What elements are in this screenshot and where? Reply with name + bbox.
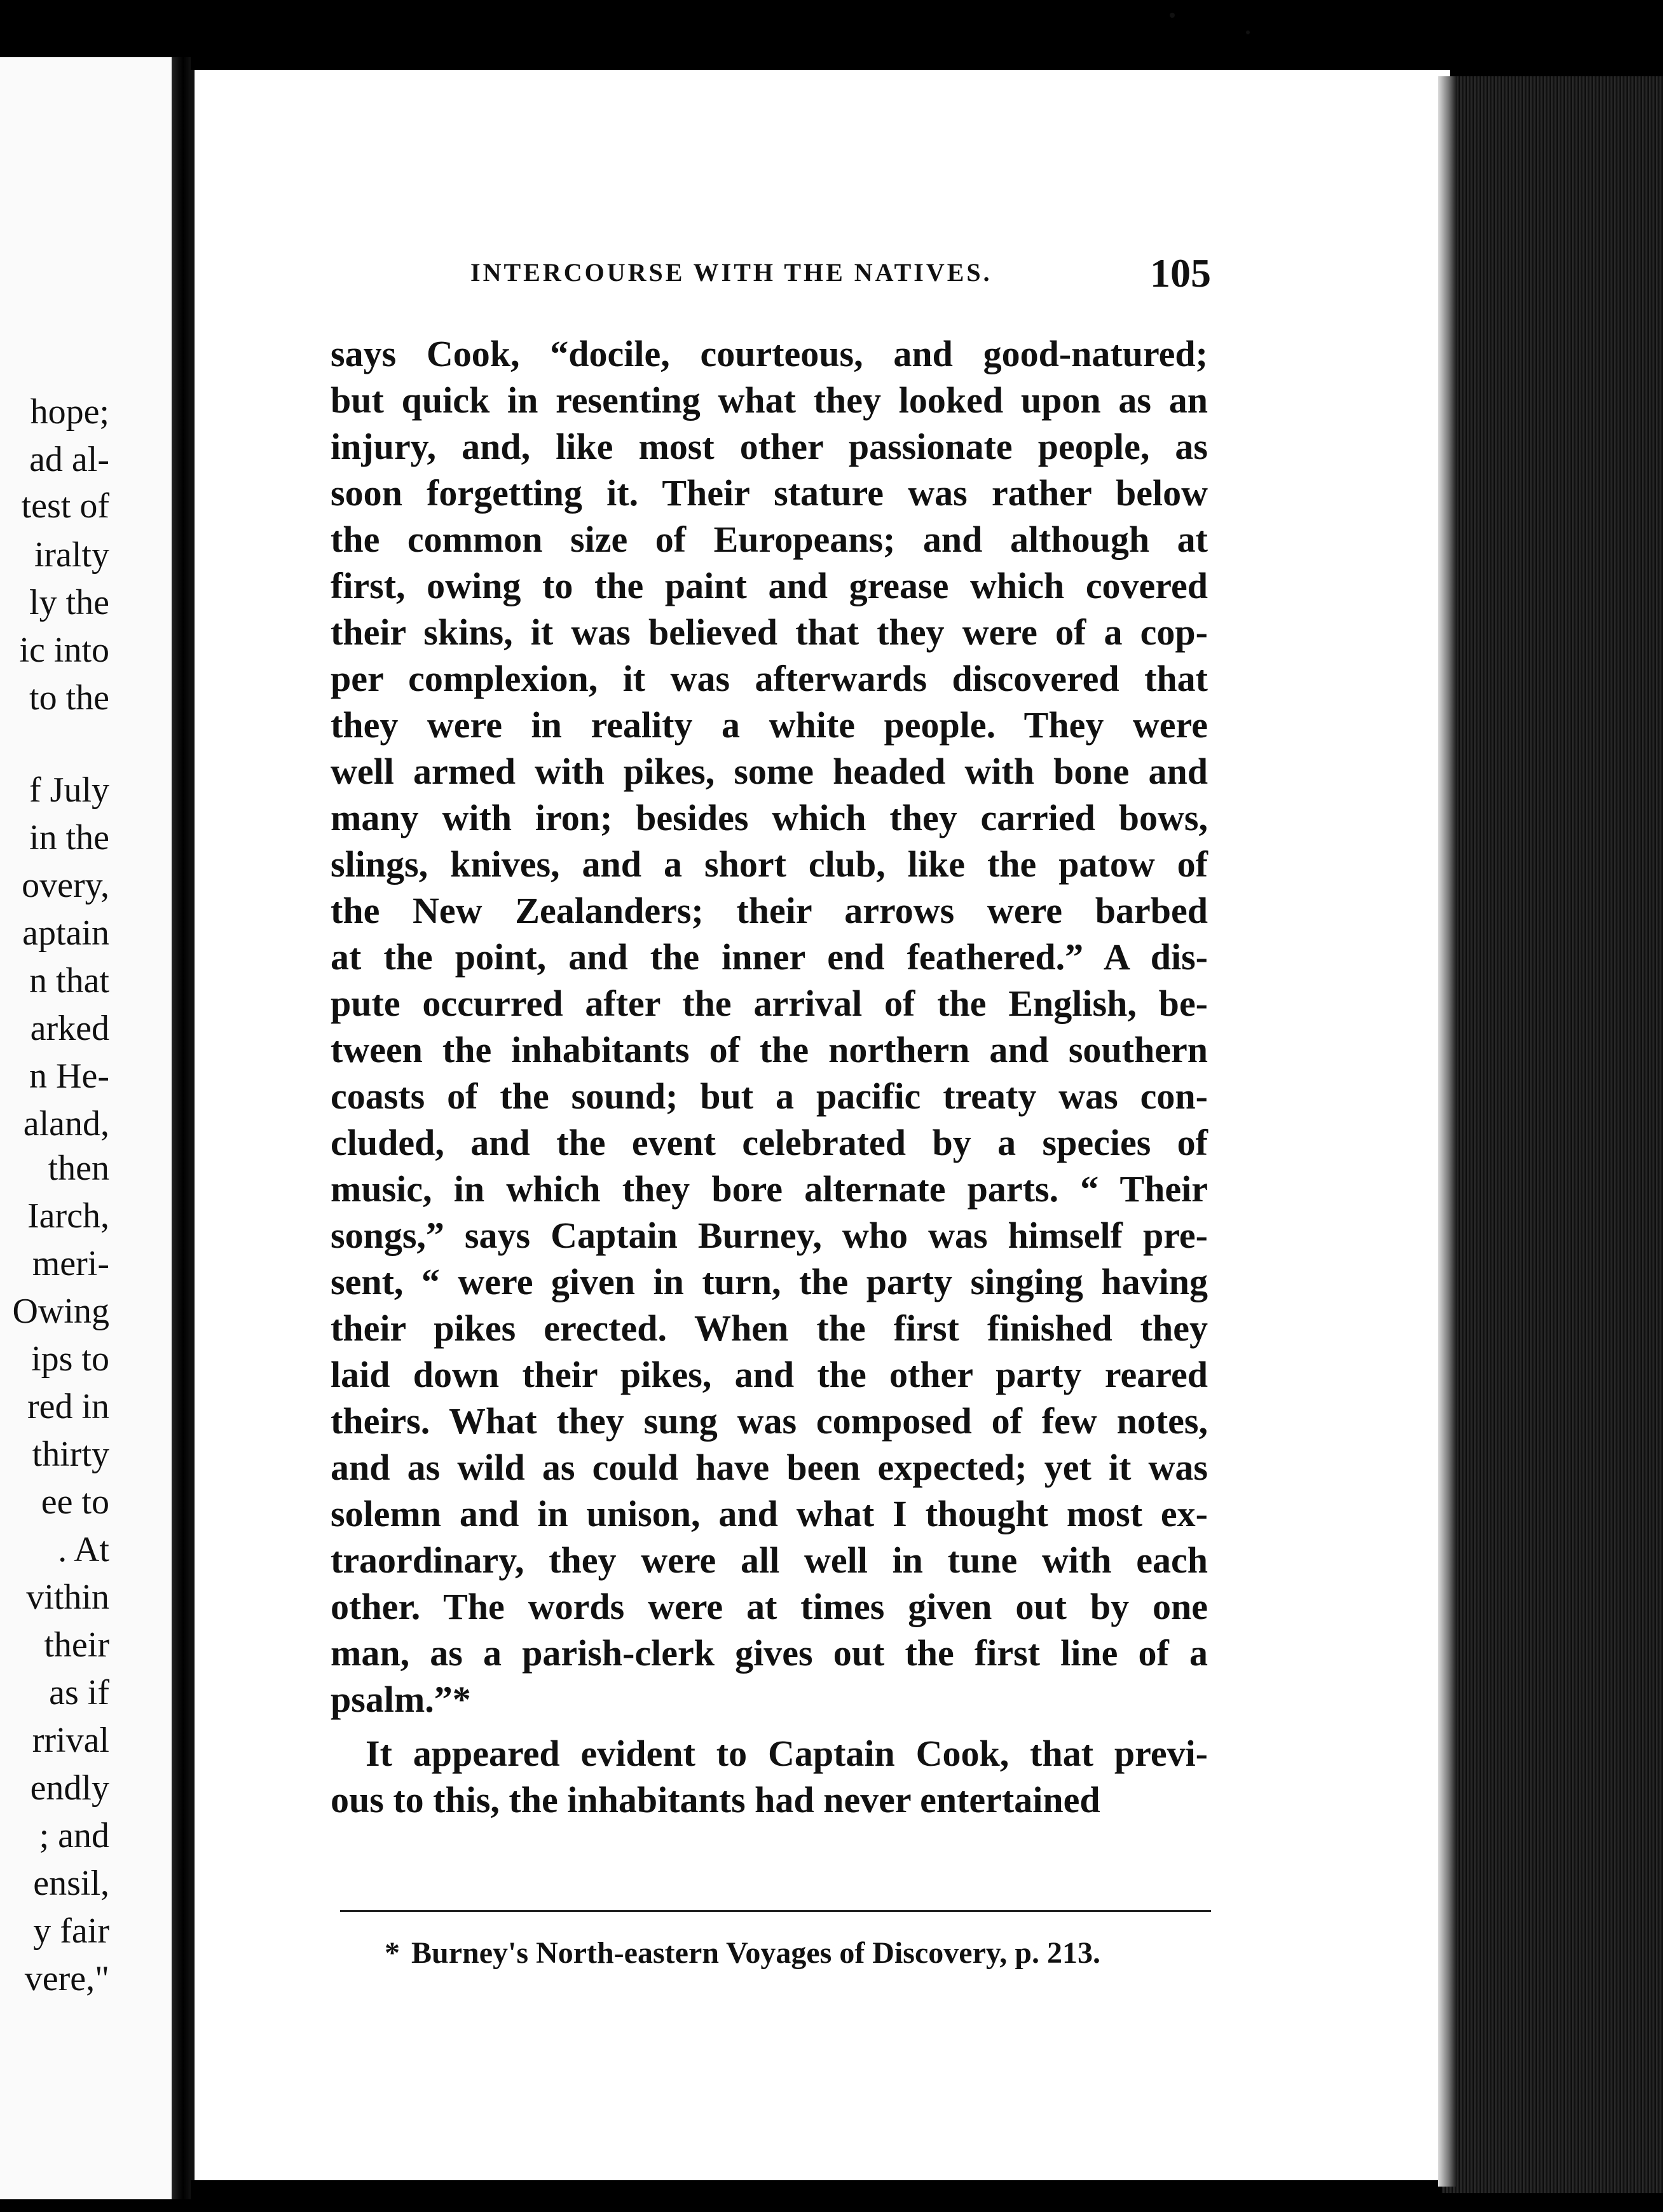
text-line: soon forgetting it. Their stature was rather below bbox=[331, 472, 1208, 514]
text-line: first, owing to the paint and grease which covered bbox=[331, 565, 1208, 606]
text-line: other. The words were at times given out by one bbox=[331, 1586, 1208, 1627]
left-page-line: Owing bbox=[12, 1292, 109, 1331]
left-page-line: test of bbox=[21, 486, 109, 526]
left-page-line: ips to bbox=[31, 1339, 109, 1379]
text-line: songs,” says Captain Burney, who was himself pre- bbox=[331, 1215, 1208, 1256]
text-line: and as wild as could have been expected; yet it was bbox=[331, 1447, 1208, 1488]
text-line: music, in which they bore alternate parts. “ Their bbox=[331, 1168, 1208, 1210]
text-line: per complexion, it was afterwards discovered that bbox=[331, 658, 1208, 699]
left-facing-page bbox=[0, 57, 172, 2199]
left-page-line: thirty bbox=[32, 1435, 109, 1474]
left-page-line: rrival bbox=[32, 1721, 109, 1760]
left-page-line: endly bbox=[30, 1768, 109, 1808]
ink-speck bbox=[1170, 13, 1175, 18]
text-line: injury, and, like most other passionate people, as bbox=[331, 426, 1208, 467]
left-page-line: to the bbox=[29, 678, 109, 718]
left-page-line: Iarch, bbox=[27, 1196, 109, 1236]
left-page-line: then bbox=[48, 1149, 109, 1188]
left-page-line: y fair bbox=[33, 1911, 109, 1951]
left-page-line: . At bbox=[58, 1530, 109, 1569]
left-page-line: ee to bbox=[41, 1482, 109, 1522]
page-number: 105 bbox=[1150, 250, 1211, 296]
left-page-line: arked bbox=[30, 1009, 109, 1048]
left-page-line: ensil, bbox=[33, 1864, 109, 1903]
text-line: their skins, it was believed that they were of a cop- bbox=[331, 611, 1208, 653]
text-line: they were in reality a white people. They were bbox=[331, 704, 1208, 746]
ink-speck bbox=[1246, 31, 1250, 34]
text-line: the common size of Europeans; and although at bbox=[331, 519, 1208, 560]
text-line: well armed with pikes, some headed with bone and bbox=[331, 751, 1208, 792]
left-page-line: as if bbox=[49, 1673, 109, 1712]
left-page-line: their bbox=[44, 1625, 109, 1665]
left-page-line: in the bbox=[29, 818, 109, 857]
footnote-mark: * bbox=[385, 1936, 400, 1970]
left-page-line: n He- bbox=[29, 1056, 109, 1096]
left-page-line: f July bbox=[29, 770, 109, 810]
text-line: theirs. What they sung was composed of few notes, bbox=[331, 1400, 1208, 1442]
text-line: their pikes erected. When the first finished they bbox=[331, 1307, 1208, 1349]
footnote-rule bbox=[340, 1910, 1211, 1912]
left-page-line: overy, bbox=[22, 866, 109, 905]
text-line: but quick in resenting what they looked upon as an bbox=[331, 379, 1208, 421]
text-line: pute occurred after the arrival of the English, be- bbox=[331, 983, 1208, 1024]
left-page-line: vere," bbox=[24, 1959, 109, 1998]
text-line: at the point, and the inner end feathered.” A dis- bbox=[331, 936, 1208, 978]
page-edge-stack bbox=[1442, 76, 1663, 2193]
running-title: INTERCOURSE WITH THE NATIVES. bbox=[470, 258, 992, 287]
left-page-line: vithin bbox=[26, 1578, 109, 1617]
text-line: traordinary, they were all well in tune with each bbox=[331, 1540, 1208, 1581]
left-page-line: meri- bbox=[32, 1244, 109, 1283]
left-page-line: n that bbox=[29, 961, 109, 1000]
left-page-line: ly the bbox=[29, 583, 109, 622]
text-line: sent, “ were given in turn, the party singing having bbox=[331, 1261, 1208, 1302]
text-line: solemn and in unison, and what I thought most ex- bbox=[331, 1493, 1208, 1534]
footnote-text: Burney's North-eastern Voyages of Discovery, p. 213. bbox=[411, 1936, 1100, 1970]
text-line: psalm.”* bbox=[331, 1679, 471, 1720]
left-page-line: iralty bbox=[34, 535, 109, 575]
body-text bbox=[331, 331, 1208, 1823]
text-line: tween the inhabitants of the northern and southern bbox=[331, 1029, 1208, 1070]
left-page-line: red in bbox=[27, 1387, 109, 1426]
text-line: ous to this, the inhabitants had never entertained bbox=[331, 1779, 1100, 1820]
left-page-line: aptain bbox=[22, 913, 109, 953]
left-page-line: hope; bbox=[30, 392, 109, 432]
left-page-line: ; and bbox=[39, 1816, 109, 1855]
text-line: It appeared evident to Captain Cook, that previ- bbox=[366, 1733, 1208, 1774]
text-line: laid down their pikes, and the other party reared bbox=[331, 1354, 1208, 1395]
left-page-line: aland, bbox=[23, 1104, 109, 1144]
text-line: coasts of the sound; but a pacific treaty was con- bbox=[331, 1075, 1208, 1117]
book-gutter bbox=[172, 57, 191, 2199]
left-page-line: ic into bbox=[19, 631, 109, 670]
text-line: says Cook, “docile, courteous, and good-natured; bbox=[331, 333, 1208, 374]
footnote bbox=[385, 1936, 1100, 1970]
text-line: man, as a parish-clerk gives out the first line of a bbox=[331, 1632, 1208, 1674]
text-line: the New Zealanders; their arrows were barbed bbox=[331, 890, 1208, 931]
text-line: cluded, and the event celebrated by a species of bbox=[331, 1122, 1208, 1163]
left-page-line: ad al- bbox=[29, 440, 109, 479]
page-edge-shadow bbox=[1438, 76, 1456, 2187]
running-header bbox=[470, 250, 1211, 296]
text-line: many with iron; besides which they carried bows, bbox=[331, 797, 1208, 838]
text-line: slings, knives, and a short club, like the patow of bbox=[331, 843, 1208, 885]
